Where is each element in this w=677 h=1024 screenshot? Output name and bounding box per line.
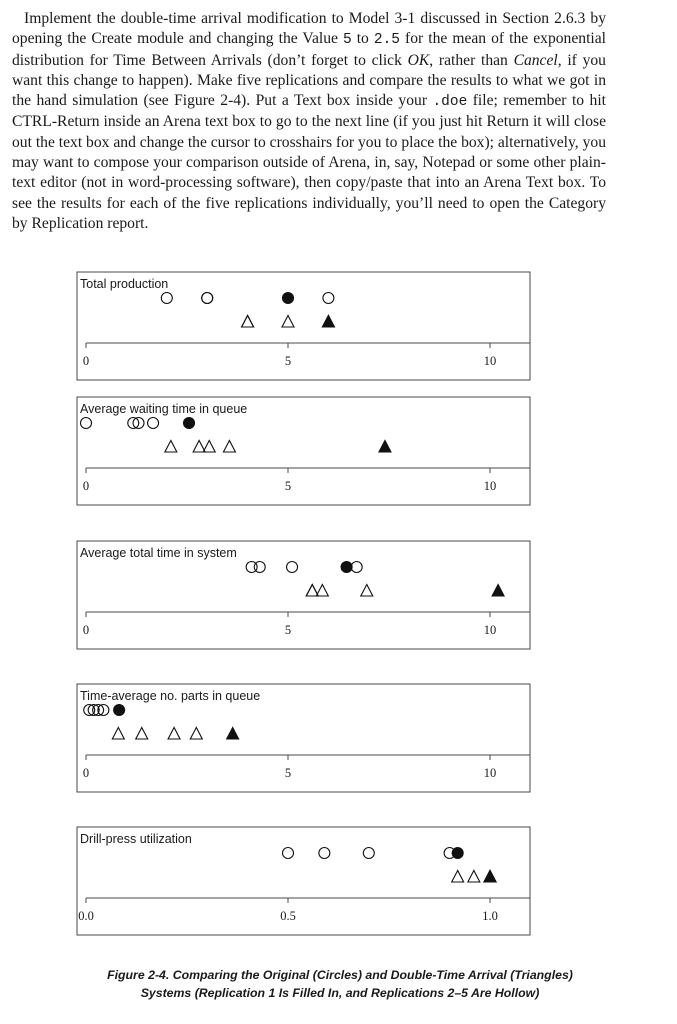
data-point-triangle [223,441,235,453]
panel-title: Time-average no. parts in queue [80,689,261,703]
code-value-2-5: 2.5 [373,32,400,49]
data-point-circle [148,418,159,429]
x-tick-label: 10 [483,354,497,368]
x-tick-label: 0.5 [280,909,296,923]
data-point-circle [351,562,362,573]
data-point-triangle [361,585,373,597]
data-point-triangle-filled [379,441,391,453]
data-point-circle [287,562,298,573]
figure-panel [77,684,530,792]
x-tick-label: 0.0 [78,909,94,923]
data-point-circle [202,293,213,304]
data-point-triangle [112,728,124,740]
data-point-circle [161,293,172,304]
panel-title: Average waiting time in queue [80,402,248,416]
data-point-triangle [190,728,202,740]
data-point-triangle [306,585,318,597]
x-tick-label: 5 [284,354,292,368]
data-point-circle [363,848,374,859]
text-run: , if you want this change to happen). Make five replications and compare the results to what we got in the hand simulation (see Figure 2-4). Put a Text box inside your [12,51,606,110]
x-tick-label: 0 [82,354,90,368]
panel-title: Total production [80,277,169,291]
data-point-triangle-filled [492,585,504,597]
figure-panel [77,397,530,505]
data-point-triangle [306,585,318,597]
code-value-5: 5 [342,32,352,49]
x-tick-label: 10 [483,623,497,637]
data-point-triangle [193,441,205,453]
text-run: Implement the double-time arrival modification to Model 3-1 discussed in Section 2.6.3 by opening the Create module and changing the Value [12,10,606,48]
data-point-triangle [242,316,254,328]
data-point-triangle [468,871,480,883]
data-point-circle-filled [283,293,294,304]
x-tick-label: 0 [82,766,90,780]
ok-word: OK [407,51,430,69]
x-tick-label: 5 [284,479,292,493]
data-point-circle [283,848,294,859]
data-point-triangle-filled [484,871,496,883]
data-point-triangle [282,316,294,328]
data-point-triangle [316,585,328,597]
x-tick-label: 1.0 [482,909,498,923]
x-tick-label: 5 [284,623,292,637]
figure-panel [77,272,530,380]
data-point-triangle [165,441,177,453]
code-doe-extension: .doe [432,94,468,111]
text-run: for the mean of the exponential distribution for Time Between Arrivals (don’t forget to click [12,30,606,69]
data-point-triangle-filled [322,316,334,328]
figure-panel [77,827,530,935]
data-point-triangle [242,316,254,328]
x-tick-label: 5 [284,766,292,780]
caption-line-1: Figure 2-4. Comparing the Original (Circles) and Double-Time Arrival (Triangles) [107,968,573,982]
data-point-circle-filled [452,848,463,859]
figure-caption [60,966,620,1002]
data-point-circle [323,293,334,304]
caption-line-2: Systems (Replication 1 Is Filled In, and Replications 2–5 Are Hollow) [140,986,540,1000]
data-point-circle-filled [114,705,125,716]
data-point-circle [81,418,92,429]
x-tick-label: 10 [483,766,497,780]
data-point-circle [319,848,330,859]
data-point-circle-filled [341,562,352,573]
data-point-triangle [452,871,464,883]
x-tick-label: 10 [483,479,497,493]
figure-panel [77,541,530,649]
data-point-triangle [168,728,180,740]
text-run: to [351,30,374,48]
data-point-circle [254,562,265,573]
data-point-triangle [203,441,215,453]
x-tick-label: 0 [82,623,90,637]
panel-title: Drill-press utilization [80,832,192,846]
panel-title: Average total time in system [80,546,237,560]
data-point-circle-filled [184,418,195,429]
data-point-triangle [136,728,148,740]
x-tick-label: 0 [82,479,90,493]
text-run: , rather than [429,51,514,69]
data-point-triangle-filled [227,728,239,740]
text-run: file; remember to hit CTRL-Return inside an Arena text box to go to the next line (if you just hit Return it will close out the text box and change the cursor to crosshairs for you to place the box); alternatively, you may want to compose your comparison outside of Arena, in, say, Notepad or some other plain-text editor (not in word-processing software), then copy/paste that into an Arena Text box. To see the results for each of the five replications individually, you’ll need to open the Category by Replication report. [12,92,606,232]
cancel-word: Cancel [513,51,558,69]
